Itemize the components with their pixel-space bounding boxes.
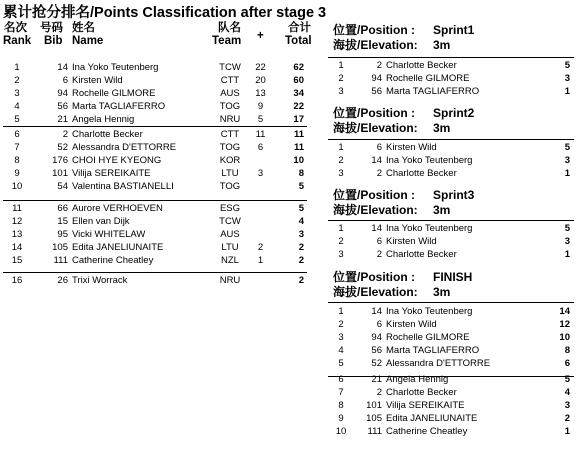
page-title: 累计抢分排名/Points Classification after stage 3 — [3, 5, 327, 21]
result-row — [328, 373, 574, 386]
team-code: CTT — [220, 129, 240, 140]
result-row — [328, 331, 574, 344]
bib-cell: 6 — [62, 75, 68, 86]
section-rule — [328, 302, 574, 303]
rider-name: Kirsten Wild — [72, 75, 123, 86]
table-row — [0, 215, 322, 228]
bonus-points: 3 — [257, 168, 264, 179]
rank-cell: 6 — [338, 374, 344, 385]
elevation-value: 3m — [433, 203, 451, 217]
rider-name: Marta TAGLIAFERRO — [72, 101, 166, 112]
total-points: 10 — [293, 155, 304, 166]
rank-cell: 13 — [11, 229, 23, 240]
total-points: 62 — [293, 62, 304, 73]
rider-name: Vicki WHITELAW — [72, 229, 146, 240]
table-row — [0, 87, 322, 100]
rank-cell: 2 — [14, 75, 20, 86]
result-row — [328, 357, 574, 370]
table-row — [0, 241, 322, 254]
elevation-label: 海拔/Elevation: 3m — [333, 285, 451, 299]
section-rule — [328, 57, 574, 58]
rank-cell: 1 — [338, 142, 344, 153]
bib-cell: 14 — [57, 62, 68, 73]
rank-cell: 14 — [11, 242, 23, 253]
points-cell: 6 — [564, 358, 570, 369]
points-cell: 2 — [564, 413, 570, 424]
bonus-points: 13 — [255, 88, 266, 99]
elevation-value: 3m — [433, 121, 451, 135]
team-code: TOG — [219, 142, 241, 153]
rank-cell: 4 — [338, 345, 344, 356]
result-row — [328, 141, 574, 154]
team-code: LTU — [221, 168, 239, 179]
bib-cell: 6 — [376, 142, 382, 153]
points-cell: 3 — [564, 400, 570, 411]
table-divider — [3, 200, 307, 201]
elevation-label: 海拔/Elevation: 3m — [333, 203, 451, 217]
bib-cell: 14 — [371, 223, 382, 234]
table-row — [0, 180, 322, 193]
bib-cell: 105 — [52, 242, 68, 253]
rider-name: Marta TAGLIAFERRO — [386, 86, 480, 97]
result-row — [328, 305, 574, 318]
points-cell: 1 — [564, 86, 570, 97]
bib-header-cn: 号码 — [40, 22, 63, 34]
bib-cell: 101 — [366, 400, 382, 411]
result-row — [328, 344, 574, 357]
points-cell: 12 — [559, 319, 570, 330]
team-header-cn: 队名 — [218, 22, 241, 34]
rank-cell: 3 — [338, 249, 344, 260]
rider-name: Catherine Cheatley — [386, 426, 468, 437]
rider-name: CHOI HYE KYEONG — [72, 155, 162, 166]
table-divider — [3, 272, 307, 273]
rider-name: Charlotte Becker — [386, 60, 457, 71]
bib-cell: 14 — [371, 155, 382, 166]
position-label: 位置/Position : Sprint1 — [333, 23, 475, 37]
team-code: AUS — [220, 229, 240, 240]
points-cell: 1 — [564, 168, 570, 179]
result-row — [328, 399, 574, 412]
rank-cell: 1 — [338, 223, 344, 234]
team-code: TCW — [219, 62, 241, 73]
rider-name: Catherine Cheatley — [72, 255, 154, 266]
rank-cell: 7 — [14, 142, 20, 153]
name-header-cn: 姓名 — [72, 22, 95, 34]
result-row — [328, 72, 574, 85]
table-row — [0, 274, 322, 287]
bib-cell: 54 — [57, 181, 68, 192]
rider-name: Alessandra D'ETTORRE — [386, 358, 491, 369]
rank-cell: 5 — [14, 114, 20, 125]
rank-cell: 3 — [338, 168, 344, 179]
team-header: Team — [212, 35, 242, 47]
team-code: KOR — [219, 155, 241, 166]
rank-cell: 1 — [338, 60, 344, 71]
rider-name: Rochelle GILMORE — [72, 88, 156, 99]
rider-name: Alessandra D'ETTORRE — [72, 142, 177, 153]
team-code: CTT — [220, 75, 240, 86]
points-cell: 1 — [564, 426, 570, 437]
team-code: NZL — [221, 255, 239, 266]
table-row — [0, 154, 322, 167]
position-value: Sprint3 — [433, 188, 475, 202]
bib-cell: 94 — [371, 73, 382, 84]
rank-cell: 1 — [14, 62, 20, 73]
position-value: Sprint1 — [433, 23, 475, 37]
rank-cell: 9 — [338, 413, 344, 424]
points-cell: 14 — [559, 306, 570, 317]
total-points: 2 — [298, 242, 304, 253]
team-code: ESG — [219, 203, 241, 214]
rank-cell: 3 — [338, 86, 344, 97]
rider-name: Aurore VERHOEVEN — [72, 203, 163, 214]
bonus-points: 1 — [257, 255, 264, 266]
rider-name: Ina Yoko Teutenberg — [72, 62, 159, 73]
rank-cell: 7 — [338, 387, 344, 398]
bonus-points: 9 — [257, 101, 264, 112]
bib-cell: 21 — [57, 114, 68, 125]
result-row — [328, 412, 574, 425]
table-row — [0, 254, 322, 267]
sprint3-results — [328, 222, 574, 261]
rank-cell: 15 — [11, 255, 23, 266]
result-row — [328, 85, 574, 98]
rank-cell: 2 — [338, 155, 344, 166]
rider-name: Charlotte Becker — [386, 387, 457, 398]
result-row — [328, 154, 574, 167]
points-cell: 5 — [564, 142, 570, 153]
total-points: 8 — [298, 168, 304, 179]
rank-cell: 6 — [14, 129, 20, 140]
bonus-points: 22 — [255, 62, 266, 73]
elevation-value: 3m — [433, 38, 451, 52]
rank-cell: 3 — [14, 88, 20, 99]
bib-cell: 56 — [57, 101, 68, 112]
result-row — [328, 318, 574, 331]
rider-name: Rochelle GILMORE — [386, 73, 470, 84]
bib-cell: 2 — [376, 387, 382, 398]
position-value: Sprint2 — [433, 106, 475, 120]
rider-name: Ina Yoko Teutenberg — [386, 306, 473, 317]
bonus-header: + — [257, 30, 264, 42]
rider-name: Ina Yoko Teutenberg — [386, 223, 473, 234]
total-points: 2 — [298, 255, 304, 266]
rank-header: Rank — [3, 35, 32, 47]
bonus-points: 2 — [257, 242, 264, 253]
rider-name: Charlotte Becker — [72, 129, 143, 140]
bib-cell: 2 — [376, 60, 382, 71]
points-cell: 8 — [564, 345, 570, 356]
rider-name: Charlotte Becker — [386, 168, 457, 179]
rank-cell: 2 — [338, 73, 344, 84]
elevation-value: 3m — [433, 285, 451, 299]
result-row — [328, 167, 574, 180]
position-label: 位置/Position : Sprint3 — [333, 188, 475, 202]
bib-cell: 52 — [371, 358, 382, 369]
bib-cell: 2 — [376, 168, 382, 179]
rider-name: Marta TAGLIAFERRO — [386, 345, 480, 356]
points-cell: 3 — [564, 236, 570, 247]
points-cell: 5 — [564, 60, 570, 71]
bonus-points: 5 — [257, 114, 264, 125]
bonus-points: 20 — [255, 75, 266, 86]
total-points: 11 — [293, 129, 304, 140]
bonus-points: 6 — [257, 142, 264, 153]
position-label: 位置/Position : FINISH — [333, 270, 473, 284]
position-label: 位置/Position : Sprint2 — [333, 106, 475, 120]
section-rule — [328, 376, 574, 377]
bib-cell: 105 — [366, 413, 382, 424]
team-code: TOG — [219, 181, 241, 192]
rank-cell: 3 — [338, 332, 344, 343]
rider-name: Edita JANELIUNAITE — [386, 413, 478, 424]
rider-name: Ellen van Dijk — [72, 216, 130, 227]
rider-name: Valentina BASTIANELLI — [72, 181, 174, 192]
rider-name: Vilija SEREIKAITE — [386, 400, 465, 411]
section-rule — [328, 220, 574, 221]
rider-name: Edita JANELIUNAITE — [72, 242, 164, 253]
total-points: 2 — [298, 275, 304, 286]
rank-cell: 4 — [14, 101, 20, 112]
total-points: 5 — [298, 203, 304, 214]
bib-cell: 14 — [371, 306, 382, 317]
points-cell: 1 — [564, 249, 570, 260]
team-code: TCW — [219, 216, 241, 227]
total-points: 3 — [298, 229, 304, 240]
bib-cell: 94 — [57, 88, 68, 99]
bib-cell: 2 — [376, 249, 382, 260]
table-row — [0, 128, 322, 141]
bib-cell: 26 — [57, 275, 68, 286]
rank-cell: 11 — [12, 203, 22, 214]
total-points: 34 — [293, 88, 304, 99]
rank-cell: 5 — [338, 358, 344, 369]
result-row — [328, 386, 574, 399]
total-points: 17 — [293, 114, 304, 125]
bib-cell: 15 — [57, 216, 68, 227]
sprint2-results — [328, 141, 574, 180]
bib-cell: 6 — [376, 236, 382, 247]
table-row — [0, 228, 322, 241]
bib-cell: 52 — [57, 142, 68, 153]
rider-name: Kirsten Wild — [386, 142, 437, 153]
table-row — [0, 61, 322, 74]
bib-cell: 6 — [376, 319, 382, 330]
rider-name: Angela Hennig — [72, 114, 135, 125]
bonus-points: 11 — [255, 129, 266, 140]
total-points: 11 — [293, 142, 304, 153]
rank-cell: 8 — [338, 400, 344, 411]
total-header: Total — [285, 35, 312, 47]
table-row — [0, 100, 322, 113]
rider-name: Charlotte Becker — [386, 249, 457, 260]
bib-cell: 56 — [371, 345, 382, 356]
rider-name: Kirsten Wild — [386, 319, 437, 330]
rank-header-cn: 名次 — [4, 22, 27, 34]
points-cell: 4 — [564, 387, 570, 398]
finish-results — [328, 305, 574, 438]
total-points: 22 — [293, 101, 304, 112]
bib-cell: 56 — [371, 86, 382, 97]
rider-name: Angela Hennig — [386, 374, 449, 385]
bib-cell: 101 — [52, 168, 68, 179]
elevation-label: 海拔/Elevation: 3m — [333, 38, 451, 52]
bib-cell: 111 — [53, 255, 68, 266]
rank-cell: 9 — [14, 168, 20, 179]
points-cell: 3 — [564, 73, 570, 84]
bib-cell: 21 — [371, 374, 382, 385]
table-divider — [3, 126, 307, 127]
total-points: 5 — [298, 181, 304, 192]
bib-cell: 66 — [57, 203, 68, 214]
table-row — [0, 202, 322, 215]
result-row — [328, 235, 574, 248]
bib-cell: 111 — [367, 426, 382, 437]
rank-cell: 2 — [338, 236, 344, 247]
points-cell: 5 — [564, 223, 570, 234]
total-points: 4 — [298, 216, 304, 227]
section-rule — [328, 139, 574, 140]
team-code: LTU — [221, 242, 239, 253]
team-code: NRU — [219, 275, 241, 286]
table-row — [0, 113, 322, 126]
rank-cell: 10 — [335, 426, 347, 437]
rank-cell: 2 — [338, 319, 344, 330]
rider-name: Trixi Worrack — [72, 275, 128, 286]
points-cell: 10 — [559, 332, 570, 343]
rider-name: Kirsten Wild — [386, 236, 437, 247]
rank-cell: 1 — [338, 306, 344, 317]
sprint1-results — [328, 59, 574, 98]
total-header-cn: 合计 — [288, 22, 311, 34]
rank-cell: 10 — [11, 181, 23, 192]
rider-name: Ina Yoko Teutenberg — [386, 155, 473, 166]
rider-name: Rochelle GILMORE — [386, 332, 470, 343]
team-code: AUS — [220, 88, 240, 99]
total-points: 60 — [293, 75, 304, 86]
table-row — [0, 74, 322, 87]
rank-cell: 12 — [11, 216, 23, 227]
rank-cell: 16 — [11, 275, 23, 286]
bib-header: Bib — [44, 35, 63, 47]
result-row — [328, 425, 574, 438]
rider-name: Vilija SEREIKAITE — [72, 168, 151, 179]
team-code: TOG — [219, 101, 241, 112]
rank-cell: 8 — [14, 155, 20, 166]
bib-cell: 94 — [371, 332, 382, 343]
name-header: Name — [72, 35, 104, 47]
table-row — [0, 141, 322, 154]
bib-cell: 176 — [52, 155, 68, 166]
result-row — [328, 222, 574, 235]
points-cell: 5 — [564, 374, 570, 385]
result-row — [328, 59, 574, 72]
table-row — [0, 167, 322, 180]
result-row — [328, 248, 574, 261]
bib-cell: 2 — [62, 129, 68, 140]
position-value: FINISH — [433, 270, 473, 284]
team-code: NRU — [219, 114, 241, 125]
points-cell: 3 — [564, 155, 570, 166]
bib-cell: 95 — [57, 229, 68, 240]
elevation-label: 海拔/Elevation: 3m — [333, 121, 451, 135]
